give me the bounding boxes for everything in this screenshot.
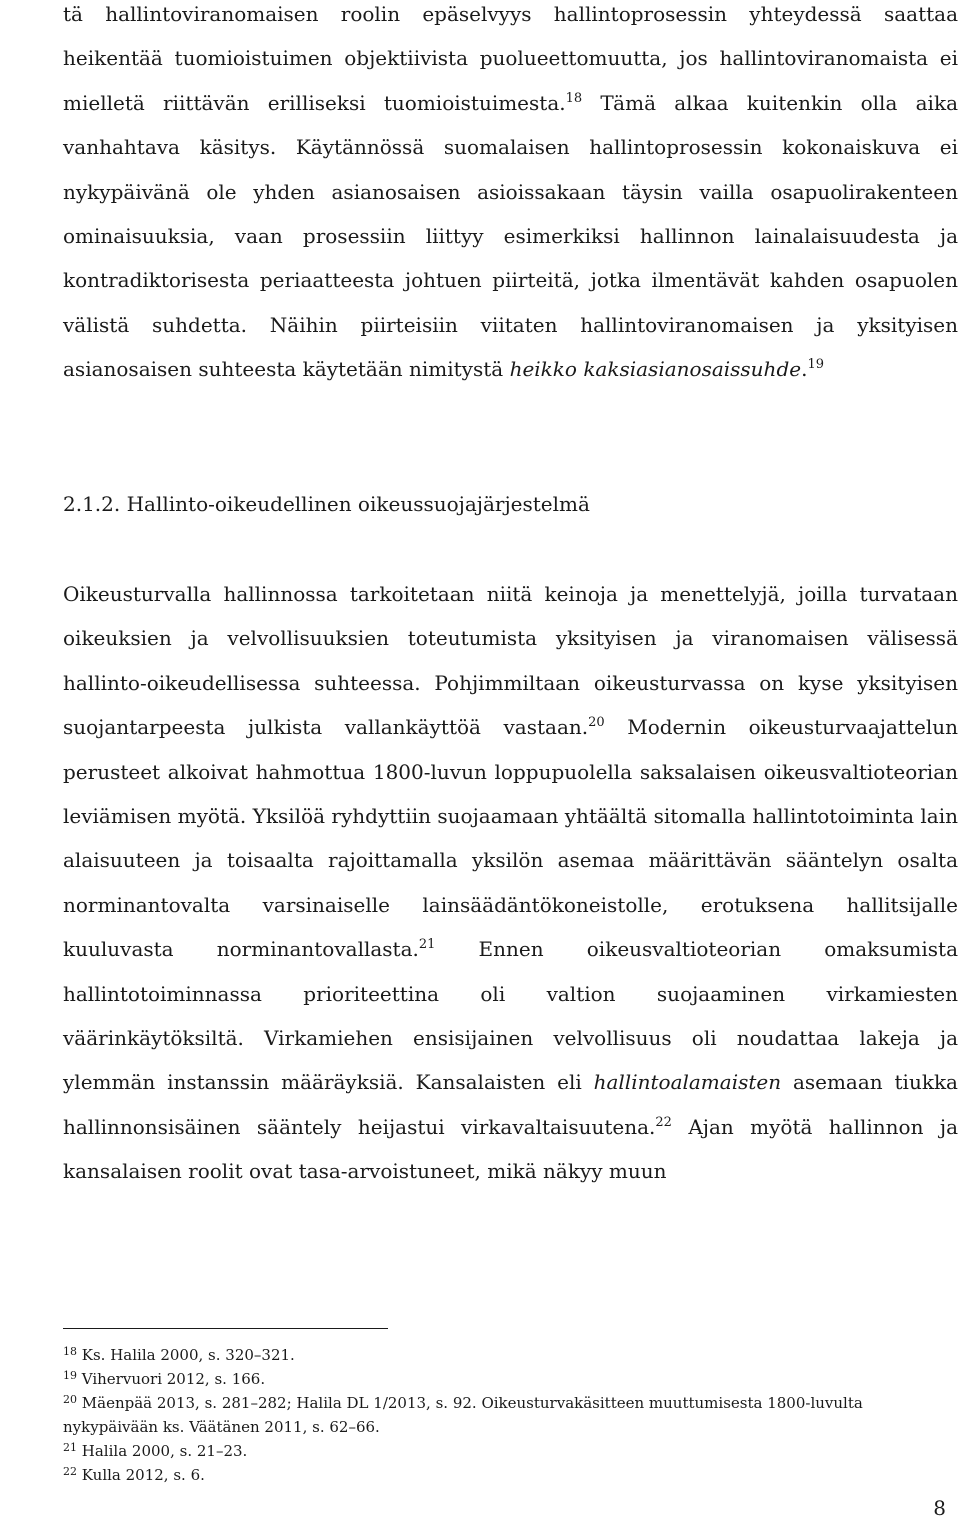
paragraph-oikeusturva xyxy=(63,572,958,1194)
footnote-ref-18[interactable]: 18 xyxy=(565,90,583,106)
footnote-text: Vihervuori 2012, s. 166. xyxy=(81,1370,266,1388)
footnote-number: 20 xyxy=(63,1393,77,1406)
italic-term: hallintoalamaisten xyxy=(593,1070,782,1095)
footnote-text: Mäenpää 2013, s. 281–282; Halila DL 1/2013, s. 92. Oikeusturvakäsitteen muuttumisesta 1800-luvulta nykypäivään ks. Väätänen 2011, s. 62–66. xyxy=(63,1394,863,1436)
footnote-number: 18 xyxy=(63,1345,77,1358)
footnote-list xyxy=(63,1343,953,1487)
footnote-ref-20[interactable]: 20 xyxy=(588,715,605,731)
italic-term: heikko kaksiasianosaissuhde xyxy=(509,357,802,382)
footnote-item xyxy=(63,1367,953,1391)
footnote-item xyxy=(63,1391,953,1439)
page-number: 8 xyxy=(933,1496,946,1520)
footnote-ref-21[interactable]: 21 xyxy=(418,937,436,953)
paragraph-text: asemaan tiukka hallinnonsisäinen sääntely heijastui virkavaltaisuutena. xyxy=(63,1070,958,1139)
footnote-number: 19 xyxy=(63,1369,77,1382)
footnote-text: Ks. Halila 2000, s. 320–321. xyxy=(81,1346,295,1364)
footnote-text: Kulla 2012, s. 6. xyxy=(81,1466,205,1484)
footnote-ref-19[interactable]: 19 xyxy=(807,357,824,373)
footnote-text: Halila 2000, s. 21–23. xyxy=(81,1442,248,1460)
paragraph-text: tä hallintoviranomaisen roolin epäselvyys hallintoprosessin yhteydessä saattaa heikentää tuomioistuimen objektiivista puolueettomuutta, jos hallintoviranomaista ei mielletä riittävän erilliseksi tuomioistuimesta. xyxy=(63,2,958,115)
paragraph-text: Oikeusturvalla hallinnossa tarkoitetaan niitä keinoja ja menettelyjä, joilla turvataan oikeuksien ja velvollisuuksien toteutumista yksityisen ja viranomaisen välisessä hallinto-oikeudellisessa suhteessa. Pohjimmiltaan oikeusturvassa on kyse yksityisen suojantarpeesta julkista vallankäyttöä vastaan. xyxy=(63,582,958,740)
footnote-item xyxy=(63,1343,953,1367)
paragraph-heikko-kaksiasianosaissuhde xyxy=(63,0,958,392)
footnote-number: 22 xyxy=(63,1465,77,1478)
footnote-divider xyxy=(63,1328,388,1329)
paragraph-text: Ajan myötä hallinnon ja kansalaisen roolit ovat tasa-arvoistuneet, mikä näkyy muun xyxy=(63,1114,958,1184)
footnote-number: 21 xyxy=(63,1441,77,1454)
footnote-item xyxy=(63,1439,953,1463)
paragraph-text: Tämä alkaa kuitenkin olla aika vanhahtava käsitys. Käytännössä suomalaisen hallintoprosessin kokonaiskuva ei nykypäivänä ole yhden asianosaisen asioissakaan täysin vailla osapuolirakenteen ominaisuuksia, vaan prosessiin liittyy esimerkiksi hallinnon lainalaisuudesta ja kontradiktorisesta periaatteesta johtuen piirteitä, jotka ilmentävät kahden osapuolen välistä suhdetta. Näihin piirteisiin viitaten hallintoviranomaisen ja yksityisen asianosaisen suhteesta käytetään nimitystä xyxy=(63,90,958,382)
section-heading: 2.1.2. Hallinto-oikeudellinen oikeussuojajärjestelmä xyxy=(63,492,590,516)
paragraph-text: Modernin oikeusturvaajattelun perusteet alkoivat hahmottua 1800-luvun loppupuolella saksalaisen oikeusvaltioteorian leviämisen myötä. Yksilöä ryhdyttiin suojaamaan yhtäältä sitomalla hallintotoiminta lain alaisuuteen ja toisaalta rajoittamalla yksilön asemaa määrittävän sääntelyn osalta norminantovalta varsinaiselle lainsäädäntökoneistolle, erotuksena hallitsijalle kuuluvasta norminantovallasta. xyxy=(63,715,958,962)
paragraph-text: Ennen oikeusvaltioteorian omaksumista hallintotoiminnassa prioriteettina oli valtion suojaaminen virkamiesten väärinkäytöksiltä. Virkamiehen ensisijainen velvollisuus oli noudattaa lakeja ja ylemmän instanssin määräyksiä. Kansalaisten eli xyxy=(63,937,958,1095)
paragraph-text: . xyxy=(801,357,808,382)
footnote-ref-22[interactable]: 22 xyxy=(655,1114,672,1130)
footnote-item xyxy=(63,1463,953,1487)
